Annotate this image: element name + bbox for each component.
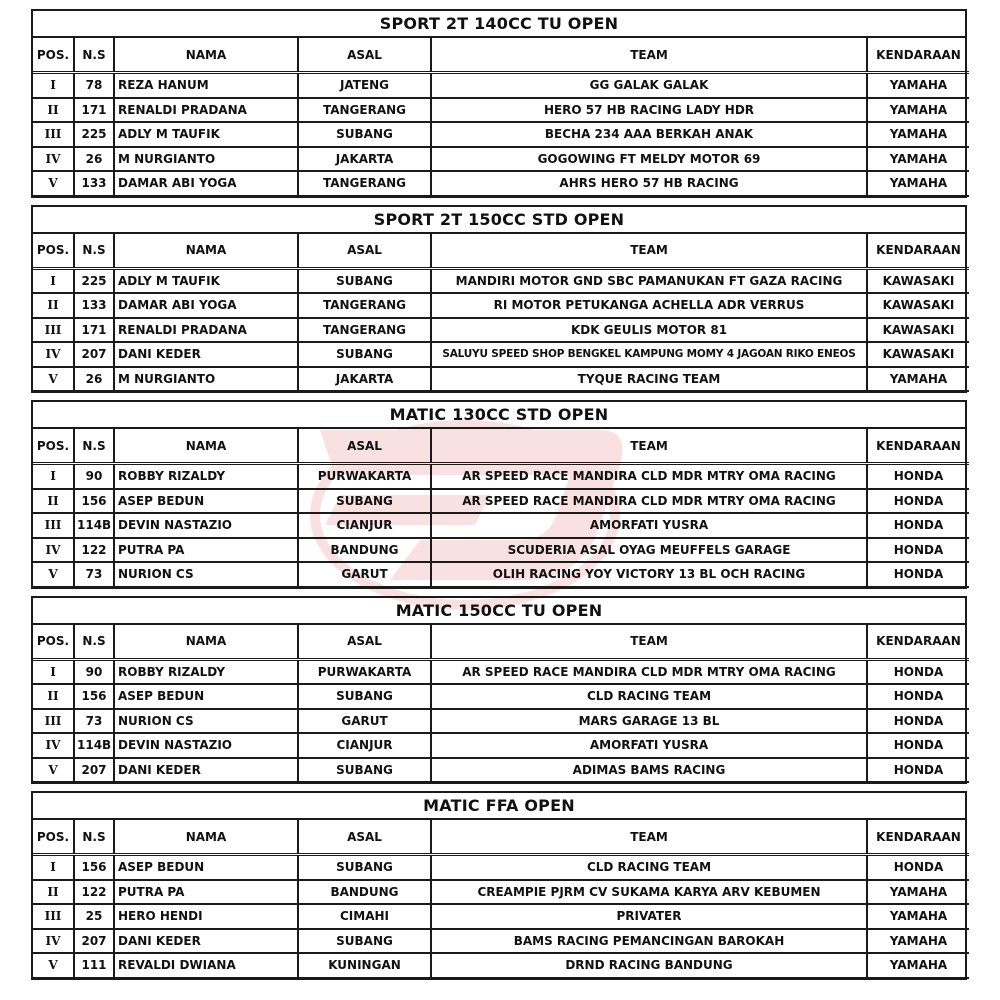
cell-nama: PUTRA PA bbox=[114, 880, 298, 905]
table-row bbox=[33, 147, 969, 172]
cell-pos: I bbox=[33, 464, 74, 489]
cell-kendaraan: YAMAHA bbox=[867, 98, 969, 123]
cell-ns: 225 bbox=[74, 122, 114, 147]
cell-pos: V bbox=[33, 758, 74, 783]
cell-kendaraan: HONDA bbox=[867, 733, 969, 758]
cell-nama: ROBBY RIZALDY bbox=[114, 659, 298, 684]
cell-ns: 122 bbox=[74, 538, 114, 563]
results-table bbox=[33, 234, 969, 393]
cell-kendaraan: YAMAHA bbox=[867, 122, 969, 147]
results-section bbox=[31, 9, 967, 198]
header-nama: NAMA bbox=[114, 625, 298, 660]
results-table bbox=[33, 38, 969, 197]
table-row bbox=[33, 758, 969, 783]
header-row bbox=[33, 429, 969, 464]
cell-kendaraan: HONDA bbox=[867, 464, 969, 489]
cell-nama: NURION CS bbox=[114, 709, 298, 734]
cell-asal: SUBANG bbox=[298, 342, 431, 367]
cell-kendaraan: HONDA bbox=[867, 659, 969, 684]
cell-team: KDK GEULIS MOTOR 81 bbox=[431, 318, 867, 343]
cell-pos: II bbox=[33, 293, 74, 318]
header-kendaraan: KENDARAAN bbox=[867, 820, 969, 855]
cell-pos: II bbox=[33, 489, 74, 514]
cell-pos: I bbox=[33, 659, 74, 684]
cell-pos: IV bbox=[33, 733, 74, 758]
cell-nama: DAMAR ABI YOGA bbox=[114, 171, 298, 196]
cell-kendaraan: YAMAHA bbox=[867, 171, 969, 196]
cell-ns: 122 bbox=[74, 880, 114, 905]
cell-ns: 26 bbox=[74, 367, 114, 392]
table-row bbox=[33, 733, 969, 758]
cell-ns: 114B bbox=[74, 733, 114, 758]
cell-kendaraan: HONDA bbox=[867, 758, 969, 783]
header-team: TEAM bbox=[431, 38, 867, 73]
header-team: TEAM bbox=[431, 429, 867, 464]
header-asal: ASAL bbox=[298, 429, 431, 464]
table-row bbox=[33, 880, 969, 905]
cell-kendaraan: HONDA bbox=[867, 538, 969, 563]
cell-pos: I bbox=[33, 268, 74, 293]
cell-ns: 171 bbox=[74, 318, 114, 343]
header-kendaraan: KENDARAAN bbox=[867, 38, 969, 73]
header-row bbox=[33, 38, 969, 73]
header-kendaraan: KENDARAAN bbox=[867, 234, 969, 269]
cell-nama: ADLY M TAUFIK bbox=[114, 268, 298, 293]
table-row bbox=[33, 122, 969, 147]
cell-pos: V bbox=[33, 171, 74, 196]
cell-asal: JAKARTA bbox=[298, 367, 431, 392]
header-pos: POS. bbox=[33, 820, 74, 855]
cell-ns: 26 bbox=[74, 147, 114, 172]
header-team: TEAM bbox=[431, 820, 867, 855]
cell-pos: II bbox=[33, 880, 74, 905]
cell-kendaraan: KAWASAKI bbox=[867, 293, 969, 318]
cell-pos: II bbox=[33, 98, 74, 123]
table-row bbox=[33, 464, 969, 489]
table-row bbox=[33, 489, 969, 514]
cell-asal: CIMAHI bbox=[298, 904, 431, 929]
cell-pos: III bbox=[33, 904, 74, 929]
cell-pos: IV bbox=[33, 538, 74, 563]
cell-asal: SUBANG bbox=[298, 489, 431, 514]
results-table bbox=[33, 429, 969, 588]
header-pos: POS. bbox=[33, 625, 74, 660]
cell-ns: 73 bbox=[74, 562, 114, 587]
cell-nama: DEVIN NASTAZIO bbox=[114, 733, 298, 758]
cell-kendaraan: HONDA bbox=[867, 513, 969, 538]
header-row bbox=[33, 234, 969, 269]
cell-asal: SUBANG bbox=[298, 684, 431, 709]
header-nama: NAMA bbox=[114, 38, 298, 73]
header-pos: POS. bbox=[33, 429, 74, 464]
cell-asal: SUBANG bbox=[298, 758, 431, 783]
cell-ns: 73 bbox=[74, 709, 114, 734]
cell-asal: TANGERANG bbox=[298, 318, 431, 343]
header-nama: NAMA bbox=[114, 429, 298, 464]
cell-asal: PURWAKARTA bbox=[298, 464, 431, 489]
cell-nama: ASEP BEDUN bbox=[114, 684, 298, 709]
cell-asal: CIANJUR bbox=[298, 513, 431, 538]
cell-team: ADIMAS BAMS RACING bbox=[431, 758, 867, 783]
cell-pos: I bbox=[33, 73, 74, 98]
cell-ns: 207 bbox=[74, 342, 114, 367]
cell-asal: TANGERANG bbox=[298, 98, 431, 123]
cell-pos: V bbox=[33, 367, 74, 392]
cell-nama: ASEP BEDUN bbox=[114, 855, 298, 880]
cell-asal: CIANJUR bbox=[298, 733, 431, 758]
table-row bbox=[33, 953, 969, 978]
cell-team: AMORFATI YUSRA bbox=[431, 733, 867, 758]
results-table bbox=[33, 820, 969, 979]
header-asal: ASAL bbox=[298, 625, 431, 660]
cell-team: BAMS RACING PEMANCINGAN BAROKAH bbox=[431, 929, 867, 954]
cell-kendaraan: KAWASAKI bbox=[867, 268, 969, 293]
cell-nama: M NURGIANTO bbox=[114, 367, 298, 392]
cell-asal: SUBANG bbox=[298, 268, 431, 293]
cell-kendaraan: HONDA bbox=[867, 709, 969, 734]
cell-kendaraan: YAMAHA bbox=[867, 73, 969, 98]
cell-kendaraan: YAMAHA bbox=[867, 147, 969, 172]
header-asal: ASAL bbox=[298, 38, 431, 73]
cell-team: RI MOTOR PETUKANGA ACHELLA ADR VERRUS bbox=[431, 293, 867, 318]
cell-pos: V bbox=[33, 953, 74, 978]
cell-pos: III bbox=[33, 513, 74, 538]
cell-asal: SUBANG bbox=[298, 122, 431, 147]
table-row bbox=[33, 904, 969, 929]
section-gap bbox=[31, 198, 967, 205]
cell-pos: III bbox=[33, 318, 74, 343]
header-kendaraan: KENDARAAN bbox=[867, 625, 969, 660]
cell-ns: 225 bbox=[74, 268, 114, 293]
section-title: MATIC FFA OPEN bbox=[33, 793, 965, 820]
cell-team: MARS GARAGE 13 BL bbox=[431, 709, 867, 734]
section-gap bbox=[31, 589, 967, 596]
cell-pos: V bbox=[33, 562, 74, 587]
cell-pos: I bbox=[33, 855, 74, 880]
section-title: MATIC 130CC STD OPEN bbox=[33, 402, 965, 429]
cell-nama: REZA HANUM bbox=[114, 73, 298, 98]
cell-pos: II bbox=[33, 684, 74, 709]
header-team: TEAM bbox=[431, 234, 867, 269]
cell-asal: GARUT bbox=[298, 709, 431, 734]
header-ns: N.S bbox=[74, 429, 114, 464]
cell-kendaraan: KAWASAKI bbox=[867, 342, 969, 367]
cell-ns: 111 bbox=[74, 953, 114, 978]
results-section bbox=[31, 400, 967, 589]
results-section bbox=[31, 596, 967, 785]
table-row bbox=[33, 367, 969, 392]
header-pos: POS. bbox=[33, 38, 74, 73]
cell-ns: 133 bbox=[74, 293, 114, 318]
cell-nama: DAMAR ABI YOGA bbox=[114, 293, 298, 318]
cell-team: BECHA 234 AAA BERKAH ANAK bbox=[431, 122, 867, 147]
table-row bbox=[33, 855, 969, 880]
cell-asal: TANGERANG bbox=[298, 171, 431, 196]
cell-team: CLD RACING TEAM bbox=[431, 855, 867, 880]
cell-asal: GARUT bbox=[298, 562, 431, 587]
section-gap bbox=[31, 784, 967, 791]
table-row bbox=[33, 709, 969, 734]
cell-nama: PUTRA PA bbox=[114, 538, 298, 563]
cell-team: GG GALAK GALAK bbox=[431, 73, 867, 98]
cell-asal: PURWAKARTA bbox=[298, 659, 431, 684]
table-row bbox=[33, 98, 969, 123]
cell-kendaraan: YAMAHA bbox=[867, 367, 969, 392]
section-gap bbox=[31, 393, 967, 400]
cell-ns: 78 bbox=[74, 73, 114, 98]
cell-kendaraan: HONDA bbox=[867, 489, 969, 514]
results-section bbox=[31, 205, 967, 394]
cell-team: OLIH RACING YOY VICTORY 13 BL OCH RACING bbox=[431, 562, 867, 587]
results-document bbox=[31, 9, 967, 980]
cell-team: AMORFATI YUSRA bbox=[431, 513, 867, 538]
cell-kendaraan: YAMAHA bbox=[867, 904, 969, 929]
header-nama: NAMA bbox=[114, 820, 298, 855]
cell-ns: 207 bbox=[74, 929, 114, 954]
cell-team: AR SPEED RACE MANDIRA CLD MDR MTRY OMA RACING bbox=[431, 489, 867, 514]
cell-ns: 156 bbox=[74, 684, 114, 709]
header-team: TEAM bbox=[431, 625, 867, 660]
cell-team: SALUYU SPEED SHOP BENGKEL KAMPUNG MOMY 4 JAGOAN RIKO ENEOS bbox=[431, 342, 867, 367]
cell-nama: HERO HENDI bbox=[114, 904, 298, 929]
cell-asal: TANGERANG bbox=[298, 293, 431, 318]
cell-kendaraan: YAMAHA bbox=[867, 880, 969, 905]
cell-asal: BANDUNG bbox=[298, 880, 431, 905]
cell-ns: 90 bbox=[74, 659, 114, 684]
cell-kendaraan: YAMAHA bbox=[867, 953, 969, 978]
table-row bbox=[33, 73, 969, 98]
cell-team: PRIVATER bbox=[431, 904, 867, 929]
header-row bbox=[33, 625, 969, 660]
cell-ns: 25 bbox=[74, 904, 114, 929]
cell-ns: 133 bbox=[74, 171, 114, 196]
header-ns: N.S bbox=[74, 38, 114, 73]
cell-kendaraan: YAMAHA bbox=[867, 929, 969, 954]
header-asal: ASAL bbox=[298, 234, 431, 269]
cell-ns: 156 bbox=[74, 489, 114, 514]
cell-nama: DANI KEDER bbox=[114, 929, 298, 954]
table-row bbox=[33, 659, 969, 684]
cell-team: MANDIRI MOTOR GND SBC PAMANUKAN FT GAZA RACING bbox=[431, 268, 867, 293]
cell-nama: ROBBY RIZALDY bbox=[114, 464, 298, 489]
header-ns: N.S bbox=[74, 820, 114, 855]
section-title: SPORT 2T 150CC STD OPEN bbox=[33, 207, 965, 234]
header-ns: N.S bbox=[74, 625, 114, 660]
table-row bbox=[33, 538, 969, 563]
cell-team: DRND RACING BANDUNG bbox=[431, 953, 867, 978]
cell-team: CREAMPIE PJRM CV SUKAMA KARYA ARV KEBUMEN bbox=[431, 880, 867, 905]
cell-asal: SUBANG bbox=[298, 929, 431, 954]
cell-team: SCUDERIA ASAL OYAG MEUFFELS GARAGE bbox=[431, 538, 867, 563]
section-title: SPORT 2T 140CC TU OPEN bbox=[33, 11, 965, 38]
cell-ns: 114B bbox=[74, 513, 114, 538]
cell-nama: ASEP BEDUN bbox=[114, 489, 298, 514]
cell-asal: BANDUNG bbox=[298, 538, 431, 563]
cell-nama: ADLY M TAUFIK bbox=[114, 122, 298, 147]
cell-pos: IV bbox=[33, 147, 74, 172]
cell-pos: IV bbox=[33, 342, 74, 367]
cell-asal: SUBANG bbox=[298, 855, 431, 880]
table-row bbox=[33, 293, 969, 318]
cell-nama: REVALDI DWIANA bbox=[114, 953, 298, 978]
cell-nama: M NURGIANTO bbox=[114, 147, 298, 172]
cell-asal: KUNINGAN bbox=[298, 953, 431, 978]
cell-ns: 90 bbox=[74, 464, 114, 489]
section-title: MATIC 150CC TU OPEN bbox=[33, 598, 965, 625]
cell-asal: JAKARTA bbox=[298, 147, 431, 172]
cell-kendaraan: HONDA bbox=[867, 562, 969, 587]
cell-team: AR SPEED RACE MANDIRA CLD MDR MTRY OMA RACING bbox=[431, 659, 867, 684]
cell-nama: RENALDI PRADANA bbox=[114, 318, 298, 343]
cell-team: AHRS HERO 57 HB RACING bbox=[431, 171, 867, 196]
table-row bbox=[33, 684, 969, 709]
header-asal: ASAL bbox=[298, 820, 431, 855]
cell-team: HERO 57 HB RACING LADY HDR bbox=[431, 98, 867, 123]
cell-pos: III bbox=[33, 122, 74, 147]
cell-kendaraan: KAWASAKI bbox=[867, 318, 969, 343]
cell-nama: DEVIN NASTAZIO bbox=[114, 513, 298, 538]
cell-team: TYQUE RACING TEAM bbox=[431, 367, 867, 392]
header-ns: N.S bbox=[74, 234, 114, 269]
cell-kendaraan: HONDA bbox=[867, 855, 969, 880]
cell-nama: NURION CS bbox=[114, 562, 298, 587]
cell-team: AR SPEED RACE MANDIRA CLD MDR MTRY OMA RACING bbox=[431, 464, 867, 489]
cell-pos: III bbox=[33, 709, 74, 734]
results-table bbox=[33, 625, 969, 784]
table-row bbox=[33, 342, 969, 367]
table-row bbox=[33, 929, 969, 954]
table-row bbox=[33, 318, 969, 343]
cell-ns: 207 bbox=[74, 758, 114, 783]
header-pos: POS. bbox=[33, 234, 74, 269]
cell-pos: IV bbox=[33, 929, 74, 954]
results-section bbox=[31, 791, 967, 980]
cell-team: GOGOWING FT MELDY MOTOR 69 bbox=[431, 147, 867, 172]
cell-asal: JATENG bbox=[298, 73, 431, 98]
header-nama: NAMA bbox=[114, 234, 298, 269]
header-row bbox=[33, 820, 969, 855]
cell-ns: 171 bbox=[74, 98, 114, 123]
header-kendaraan: KENDARAAN bbox=[867, 429, 969, 464]
cell-team: CLD RACING TEAM bbox=[431, 684, 867, 709]
cell-nama: DANI KEDER bbox=[114, 342, 298, 367]
cell-kendaraan: HONDA bbox=[867, 684, 969, 709]
table-row bbox=[33, 268, 969, 293]
cell-nama: DANI KEDER bbox=[114, 758, 298, 783]
table-row bbox=[33, 562, 969, 587]
table-row bbox=[33, 171, 969, 196]
cell-ns: 156 bbox=[74, 855, 114, 880]
cell-nama: RENALDI PRADANA bbox=[114, 98, 298, 123]
table-row bbox=[33, 513, 969, 538]
